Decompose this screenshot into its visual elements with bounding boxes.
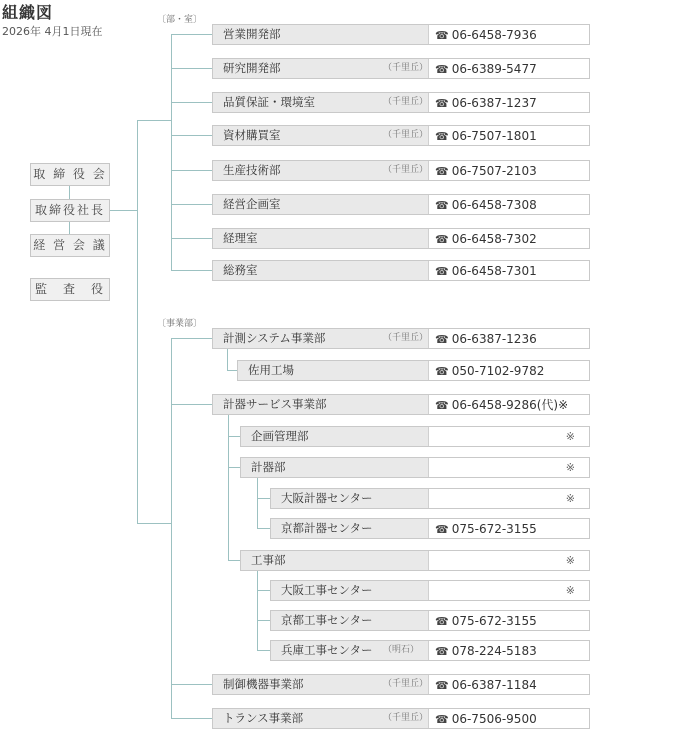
exec-connector (69, 222, 70, 234)
biz-7-name: 工事部 (241, 551, 429, 570)
biz-11-box (212, 674, 590, 695)
biz-8-name: 大阪工事センター (271, 581, 429, 600)
dept-0-tel[interactable]: 06-6458-7936 (451, 28, 537, 42)
dept-3-tel[interactable]: 06-7507-1801 (451, 129, 537, 143)
dept-4-location: （千里丘） (383, 165, 429, 175)
phone-icon: ☎ (435, 265, 449, 278)
dept-7-name: 総務室 (213, 261, 429, 280)
biz-10-tel[interactable]: 078-224-5183 (451, 644, 537, 658)
dept-5-name: 経営企画室 (213, 195, 429, 214)
biz-9-box (270, 610, 590, 631)
department-branch (172, 238, 212, 239)
dept-3-box (212, 125, 590, 146)
dept-1-location: （千里丘） (383, 63, 429, 73)
dept-6-tel[interactable]: 06-6458-7302 (451, 232, 537, 246)
construction-branch (257, 650, 270, 651)
board-of-directors-box: 取 締 役 会 (30, 163, 110, 186)
department-branch (172, 68, 212, 69)
biz-11-tel[interactable]: 06-6387-1184 (451, 678, 537, 692)
dept-1-tel[interactable]: 06-6389-5477 (451, 62, 537, 76)
business-branch (172, 718, 212, 719)
service-branch (228, 560, 240, 561)
biz-6-name: 京都計器センター (271, 519, 429, 538)
biz-10-name: 兵庫工事センター (271, 641, 429, 660)
biz-12-location: （千里丘） (383, 713, 429, 723)
phone-icon: ☎ (435, 615, 449, 628)
page-title: 組織図 (2, 3, 54, 22)
dept-5-box (212, 194, 590, 215)
sub-branch (227, 370, 237, 371)
phone-icon: ☎ (435, 365, 449, 378)
biz-5-name: 大阪計器センター (271, 489, 429, 508)
construction-branch (257, 590, 270, 591)
biz-7-box (240, 550, 590, 571)
management-meeting-box: 経 営 会 議 (30, 234, 110, 257)
trunk-to-departments (137, 120, 172, 121)
biz-2-tel[interactable]: 06-6458-9286(代)※ (451, 398, 569, 412)
dept-7-box (212, 260, 590, 281)
biz-10-location: （明石） (383, 645, 420, 655)
president-to-trunk (110, 210, 137, 211)
dept-1-name: 研究開発部 (213, 59, 429, 78)
dept-0-box (212, 24, 590, 45)
biz-8-box (270, 580, 590, 601)
phone-icon: ☎ (435, 165, 449, 178)
biz-0-tel[interactable]: 06-6387-1236 (451, 332, 537, 346)
meter-spine (257, 478, 258, 529)
as-of-date: 2026年 4月1日現在 (2, 25, 103, 38)
department-branch (172, 135, 212, 136)
dept-0-name: 営業開発部 (213, 25, 429, 44)
phone-icon: ☎ (435, 645, 449, 658)
biz-4-box (240, 457, 590, 478)
biz-4-note-mark: ※ (565, 461, 575, 474)
biz-0-box (212, 328, 590, 349)
dept-6-box (212, 228, 590, 249)
dept-1-box (212, 58, 590, 79)
biz-3-box (240, 426, 590, 447)
dept-3-name: 資材購買室 (213, 126, 429, 145)
biz-12-tel[interactable]: 06-7506-9500 (451, 712, 537, 726)
biz-5-note-mark: ※ (565, 492, 575, 505)
biz-10-box (270, 640, 590, 661)
meter-branch (257, 498, 270, 499)
biz-0-name: 計測システム事業部 (213, 329, 429, 348)
biz-3-name: 企画管理部 (241, 427, 429, 446)
phone-icon: ☎ (435, 29, 449, 42)
phone-icon: ☎ (435, 399, 449, 412)
businesses-group-label: 〔事業部〕 (157, 319, 203, 329)
biz-6-box (270, 518, 590, 539)
service-branch (228, 467, 240, 468)
phone-icon: ☎ (435, 523, 449, 536)
dept-6-name: 経理室 (213, 229, 429, 248)
biz-4-name: 計器部 (241, 458, 429, 477)
biz-11-location: （千里丘） (383, 679, 429, 689)
trunk-to-businesses (137, 523, 172, 524)
business-branch (172, 404, 212, 405)
departments-group-label: 〔部・室〕 (157, 15, 203, 25)
biz-2-name: 計器サービス事業部 (213, 395, 429, 414)
dept-2-box (212, 92, 590, 113)
phone-icon: ☎ (435, 130, 449, 143)
dept-3-location: （千里丘） (383, 130, 429, 140)
business-branch (172, 338, 212, 339)
biz-9-tel[interactable]: 075-672-3155 (451, 614, 537, 628)
construction-branch (257, 620, 270, 621)
construction-spine (257, 571, 258, 651)
dept-2-tel[interactable]: 06-6387-1237 (451, 96, 537, 110)
meter-branch (257, 528, 270, 529)
phone-icon: ☎ (435, 63, 449, 76)
president-box: 取締役社長 (30, 199, 110, 222)
biz-1-name: 佐用工場 (238, 361, 429, 380)
biz-5-box (270, 488, 590, 509)
dept-2-location: （千里丘） (383, 97, 429, 107)
biz-12-box (212, 708, 590, 729)
biz-0-location: （千里丘） (383, 333, 429, 343)
dept-4-box (212, 160, 590, 181)
phone-icon: ☎ (435, 679, 449, 692)
department-branch (172, 34, 212, 35)
exec-connector (69, 186, 70, 199)
biz-3-note-mark: ※ (565, 430, 575, 443)
biz-6-tel[interactable]: 075-672-3155 (451, 522, 537, 536)
phone-icon: ☎ (435, 333, 449, 346)
phone-icon: ☎ (435, 233, 449, 246)
department-branch (172, 270, 212, 271)
department-branch (172, 102, 212, 103)
biz-1-tel[interactable]: 050-7102-9782 (451, 364, 545, 378)
dept-4-tel[interactable]: 06-7507-2103 (451, 164, 537, 178)
sub-spine (227, 349, 228, 371)
departments-spine (171, 34, 172, 271)
biz-2-box (212, 394, 590, 415)
biz-12-name: トランス事業部 (213, 709, 429, 728)
dept-7-tel[interactable]: 06-6458-7301 (451, 264, 537, 278)
service-branch (228, 436, 240, 437)
business-branch (172, 684, 212, 685)
businesses-spine (171, 338, 172, 719)
phone-icon: ☎ (435, 199, 449, 212)
phone-icon: ☎ (435, 713, 449, 726)
biz-1-box (237, 360, 590, 381)
dept-5-tel[interactable]: 06-6458-7308 (451, 198, 537, 212)
dept-2-name: 品質保証・環境室 (213, 93, 429, 112)
biz-11-name: 制御機器事業部 (213, 675, 429, 694)
auditor-box: 監 査 役 (30, 278, 110, 301)
main-trunk (137, 120, 138, 524)
department-branch (172, 204, 212, 205)
department-branch (172, 170, 212, 171)
dept-4-name: 生産技術部 (213, 161, 429, 180)
biz-7-note-mark: ※ (565, 554, 575, 567)
phone-icon: ☎ (435, 97, 449, 110)
biz-9-name: 京都工事センター (271, 611, 429, 630)
biz-8-note-mark: ※ (565, 584, 575, 597)
